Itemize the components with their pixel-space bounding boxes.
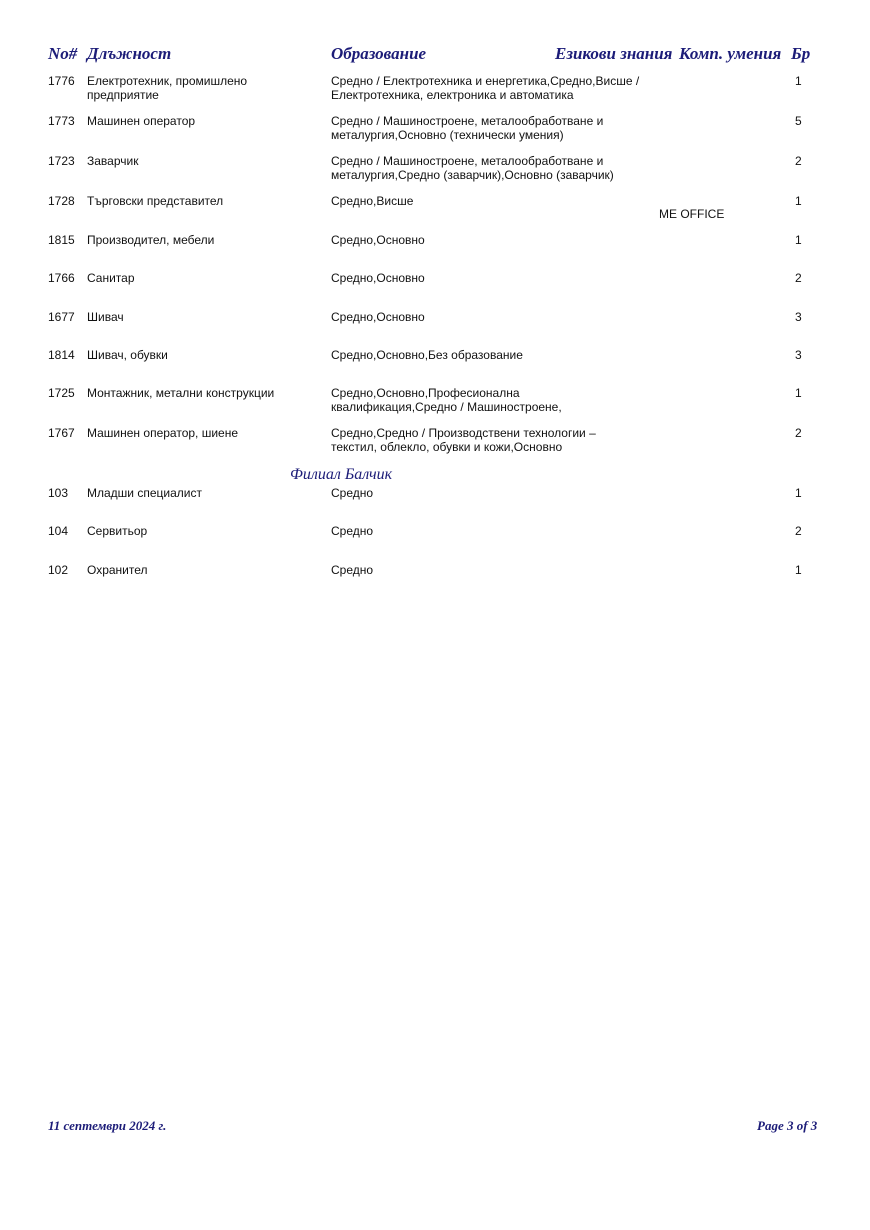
row-count: 1 [795, 194, 802, 208]
branch-title: Филиал Балчик [290, 466, 393, 483]
row-count: 2 [795, 271, 802, 285]
row-education: Средно,Висше [331, 194, 414, 208]
header-count: Бр [791, 44, 811, 63]
row-count: 2 [795, 426, 802, 440]
row-computer-skills: MЕ OFFICE [659, 207, 725, 221]
row-education: Средно [331, 563, 374, 577]
row-position: Младши специалист [87, 486, 202, 500]
row-number: 102 [48, 563, 69, 577]
row-count: 2 [795, 524, 802, 538]
row-education: Средно,Основно,Без образование [331, 348, 523, 362]
row-education: Средно / Електротехника и енергетика,Средно,Висше / Електротехника, електроника и автоматика [331, 74, 640, 102]
row-number: 1723 [48, 154, 75, 168]
row-position: Монтажник, метални конструкции [87, 386, 275, 400]
row-number: 103 [48, 486, 69, 500]
row-position: Машинен оператор, шиене [87, 426, 239, 440]
header-education: Образование [331, 44, 427, 63]
row-count: 1 [795, 233, 802, 247]
row-number: 1814 [48, 348, 75, 362]
row-number: 1766 [48, 271, 75, 285]
row-position: Шивач [87, 310, 124, 324]
row-education: Средно / Машиностроене, металообработване и металургия,Средно (заварчик),Основно (заварчик) [331, 154, 614, 182]
row-position: Електротехник, промишлено предприятие [87, 74, 248, 102]
row-number: 1677 [48, 310, 75, 324]
row-position: Сервитьор [87, 524, 148, 538]
row-position: Шивач, обувки [87, 348, 168, 362]
row-count: 3 [795, 310, 802, 324]
row-education: Средно,Основно [331, 271, 425, 285]
row-education: Средно [331, 524, 374, 538]
row-position: Санитар [87, 271, 135, 285]
row-education: Средно,Средно / Производствени технологии – текстил, облекло, обувки и кожи,Основно [331, 426, 596, 454]
row-position: Производител, мебели [87, 233, 215, 247]
row-count: 1 [795, 386, 802, 400]
row-position: Охранител [87, 563, 148, 577]
row-count: 1 [795, 563, 802, 577]
row-number: 1776 [48, 74, 75, 88]
row-count: 1 [795, 74, 802, 88]
header-computer-skills: Комп. умения [679, 44, 782, 63]
row-count: 1 [795, 486, 802, 500]
footer-date: 11 септември 2024 г. [48, 1118, 167, 1133]
row-number: 1815 [48, 233, 75, 247]
row-number: 1773 [48, 114, 75, 128]
header-no: No# [48, 44, 78, 63]
row-education: Средно / Машиностроене, металообработване и металургия,Основно (технически умения) [331, 114, 604, 142]
row-number: 1725 [48, 386, 75, 400]
row-position: Машинен оператор [87, 114, 196, 128]
row-number: 1728 [48, 194, 75, 208]
header-languages: Езикови знания [555, 44, 673, 63]
row-number: 1767 [48, 426, 75, 440]
row-count: 5 [795, 114, 802, 128]
row-education: Средно,Основно [331, 233, 425, 247]
row-education: Средно [331, 486, 374, 500]
row-position: Заварчик [87, 154, 139, 168]
row-count: 2 [795, 154, 802, 168]
header-position: Длъжност [87, 44, 172, 63]
row-number: 104 [48, 524, 69, 538]
row-count: 3 [795, 348, 802, 362]
row-position: Търговски представител [87, 194, 224, 208]
row-education: Средно,Основно [331, 310, 425, 324]
row-education: Средно,Основно,Професионална квалификация,Средно / Машиностроене, [331, 386, 562, 414]
footer-page-number: Page 3 of 3 [757, 1118, 818, 1133]
